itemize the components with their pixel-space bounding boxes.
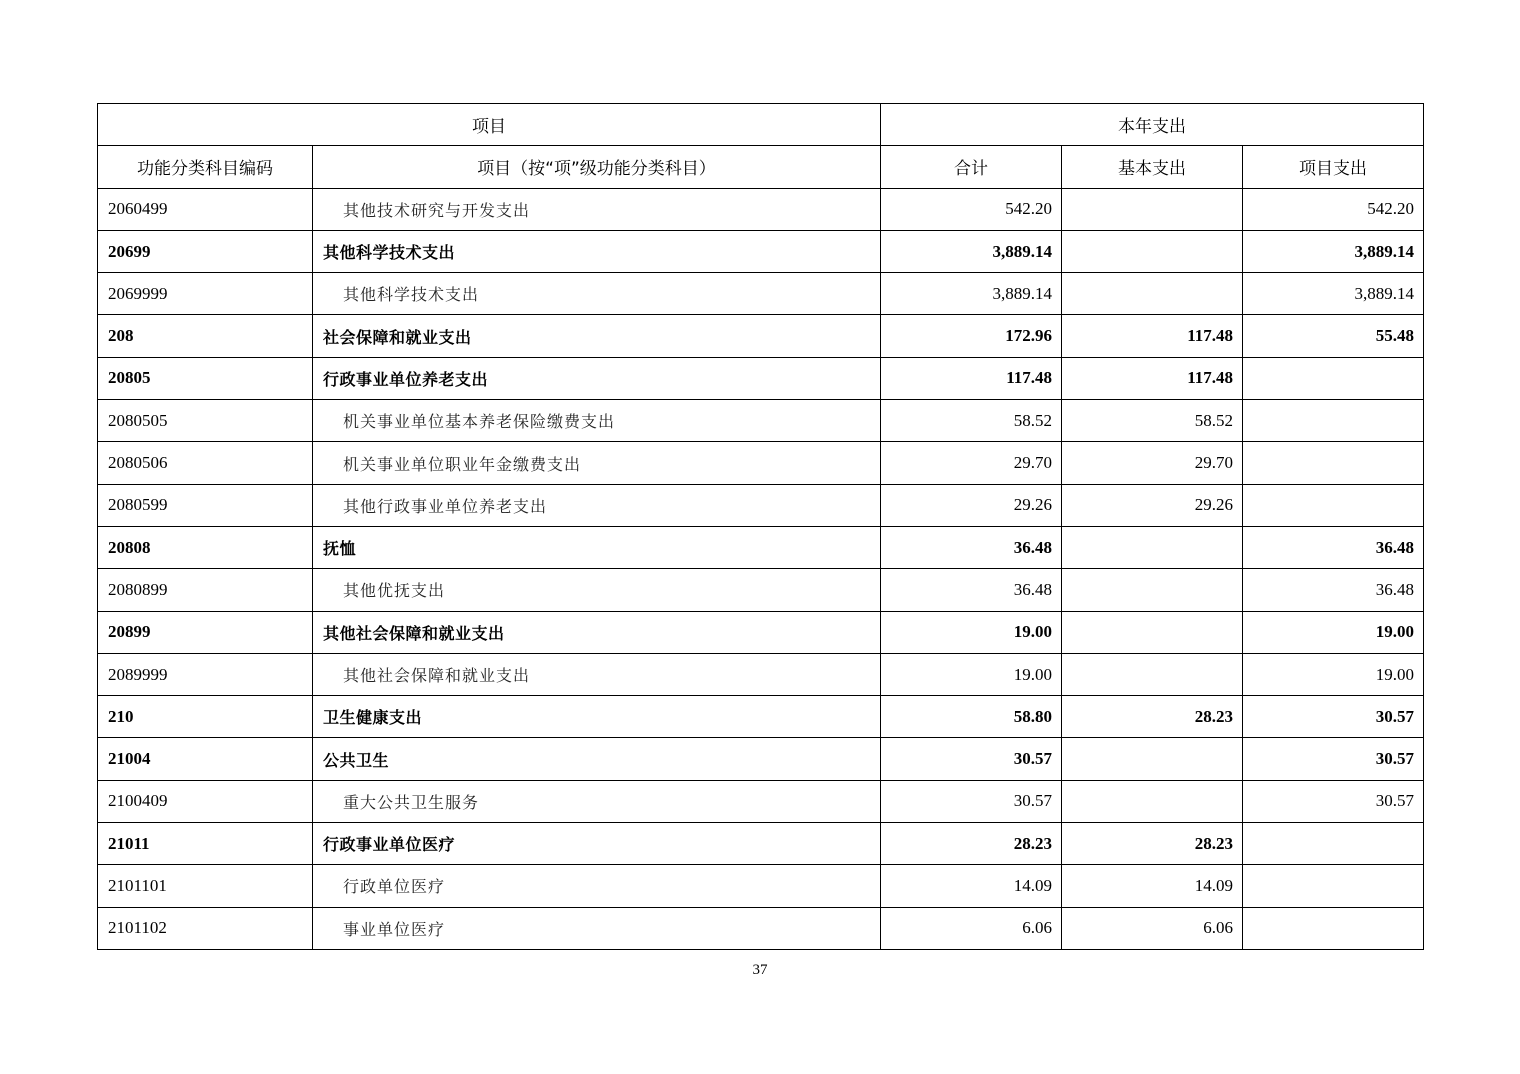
- row-name: 机关事业单位职业年金缴费支出: [313, 442, 881, 484]
- table-row: [98, 188, 1424, 230]
- row-project: [1243, 484, 1424, 526]
- row-name: 其他科学技术支出: [313, 273, 881, 315]
- row-basic: 28.23: [1062, 823, 1243, 865]
- header-row-2: [98, 146, 1424, 188]
- row-basic: [1062, 653, 1243, 695]
- row-project: 36.48: [1243, 569, 1424, 611]
- row-name: 事业单位医疗: [313, 907, 881, 949]
- row-basic: 14.09: [1062, 865, 1243, 907]
- row-project: 30.57: [1243, 780, 1424, 822]
- row-code: 20805: [98, 357, 313, 399]
- header-project-expense: 项目支出: [1243, 146, 1424, 188]
- row-project: 542.20: [1243, 188, 1424, 230]
- row-total: 19.00: [881, 653, 1062, 695]
- row-name: 其他科学技术支出: [313, 230, 881, 272]
- row-name: 抚恤: [313, 526, 881, 568]
- row-total: 172.96: [881, 315, 1062, 357]
- row-basic: 117.48: [1062, 315, 1243, 357]
- row-code: 208: [98, 315, 313, 357]
- row-total: 19.00: [881, 611, 1062, 653]
- row-total: 28.23: [881, 823, 1062, 865]
- row-total: 30.57: [881, 738, 1062, 780]
- row-project: 30.57: [1243, 738, 1424, 780]
- page-number: 37: [752, 962, 768, 978]
- row-code: 210: [98, 696, 313, 738]
- row-name: 其他社会保障和就业支出: [313, 611, 881, 653]
- row-project: 36.48: [1243, 526, 1424, 568]
- row-total: 58.52: [881, 400, 1062, 442]
- table-row: [98, 907, 1424, 949]
- table-row: [98, 653, 1424, 695]
- table-row: [98, 400, 1424, 442]
- row-basic: [1062, 526, 1243, 568]
- row-code: 21004: [98, 738, 313, 780]
- row-project: 19.00: [1243, 653, 1424, 695]
- row-name: 其他社会保障和就业支出: [313, 653, 881, 695]
- row-basic: 6.06: [1062, 907, 1243, 949]
- table-row: [98, 315, 1424, 357]
- row-name: 卫生健康支出: [313, 696, 881, 738]
- row-code: 20699: [98, 230, 313, 272]
- table-row: [98, 230, 1424, 272]
- row-total: 29.70: [881, 442, 1062, 484]
- table-body: [98, 188, 1424, 949]
- table-row: [98, 611, 1424, 653]
- row-basic: 29.70: [1062, 442, 1243, 484]
- row-total: 30.57: [881, 780, 1062, 822]
- row-basic: 28.23: [1062, 696, 1243, 738]
- table-row: [98, 357, 1424, 399]
- table-row: [98, 484, 1424, 526]
- row-basic: [1062, 569, 1243, 611]
- row-code: 20808: [98, 526, 313, 568]
- row-project: [1243, 357, 1424, 399]
- header-row-1: [98, 104, 1424, 146]
- row-project: 3,889.14: [1243, 230, 1424, 272]
- header-basic: 基本支出: [1062, 146, 1243, 188]
- row-total: 14.09: [881, 865, 1062, 907]
- row-total: 542.20: [881, 188, 1062, 230]
- header-code: 功能分类科目编码: [98, 146, 313, 188]
- row-project: [1243, 442, 1424, 484]
- row-name: 机关事业单位基本养老保险缴费支出: [313, 400, 881, 442]
- row-basic: 117.48: [1062, 357, 1243, 399]
- expenditure-table: [97, 103, 1424, 950]
- table-row: [98, 526, 1424, 568]
- row-code: 2069999: [98, 273, 313, 315]
- row-code: 2080505: [98, 400, 313, 442]
- row-total: 29.26: [881, 484, 1062, 526]
- row-total: 36.48: [881, 526, 1062, 568]
- table-row: [98, 569, 1424, 611]
- row-basic: [1062, 738, 1243, 780]
- row-name: 行政单位医疗: [313, 865, 881, 907]
- table-row: [98, 865, 1424, 907]
- row-project: 30.57: [1243, 696, 1424, 738]
- row-project: 19.00: [1243, 611, 1424, 653]
- row-code: 2100409: [98, 780, 313, 822]
- row-basic: [1062, 780, 1243, 822]
- row-code: 2080599: [98, 484, 313, 526]
- table-row: [98, 738, 1424, 780]
- row-name: 其他优抚支出: [313, 569, 881, 611]
- row-name: 其他技术研究与开发支出: [313, 188, 881, 230]
- header-total: 合计: [881, 146, 1062, 188]
- row-basic: [1062, 188, 1243, 230]
- row-code: 2101102: [98, 907, 313, 949]
- table-row: [98, 780, 1424, 822]
- row-basic: [1062, 230, 1243, 272]
- row-total: 58.80: [881, 696, 1062, 738]
- row-code: 2089999: [98, 653, 313, 695]
- row-name: 行政事业单位医疗: [313, 823, 881, 865]
- row-total: 3,889.14: [881, 273, 1062, 315]
- table-row: [98, 273, 1424, 315]
- row-code: 20899: [98, 611, 313, 653]
- row-code: 2080506: [98, 442, 313, 484]
- row-name: 公共卫生: [313, 738, 881, 780]
- row-code: 2080899: [98, 569, 313, 611]
- row-basic: [1062, 273, 1243, 315]
- row-basic: [1062, 611, 1243, 653]
- row-name: 其他行政事业单位养老支出: [313, 484, 881, 526]
- row-name: 社会保障和就业支出: [313, 315, 881, 357]
- row-name: 重大公共卫生服务: [313, 780, 881, 822]
- row-total: 3,889.14: [881, 230, 1062, 272]
- row-basic: 29.26: [1062, 484, 1243, 526]
- header-project: 项目: [98, 104, 881, 146]
- header-item: 项目（按“项”级功能分类科目）: [313, 146, 881, 188]
- row-total: 36.48: [881, 569, 1062, 611]
- table-row: [98, 696, 1424, 738]
- row-project: 3,889.14: [1243, 273, 1424, 315]
- row-total: 6.06: [881, 907, 1062, 949]
- row-project: [1243, 907, 1424, 949]
- header-year-expense: 本年支出: [881, 104, 1424, 146]
- table-row: [98, 442, 1424, 484]
- row-code: 2101101: [98, 865, 313, 907]
- row-code: 21011: [98, 823, 313, 865]
- row-project: [1243, 823, 1424, 865]
- row-project: [1243, 865, 1424, 907]
- row-code: 2060499: [98, 188, 313, 230]
- row-total: 117.48: [881, 357, 1062, 399]
- row-project: [1243, 400, 1424, 442]
- row-project: 55.48: [1243, 315, 1424, 357]
- row-basic: 58.52: [1062, 400, 1243, 442]
- table-row: [98, 823, 1424, 865]
- row-name: 行政事业单位养老支出: [313, 357, 881, 399]
